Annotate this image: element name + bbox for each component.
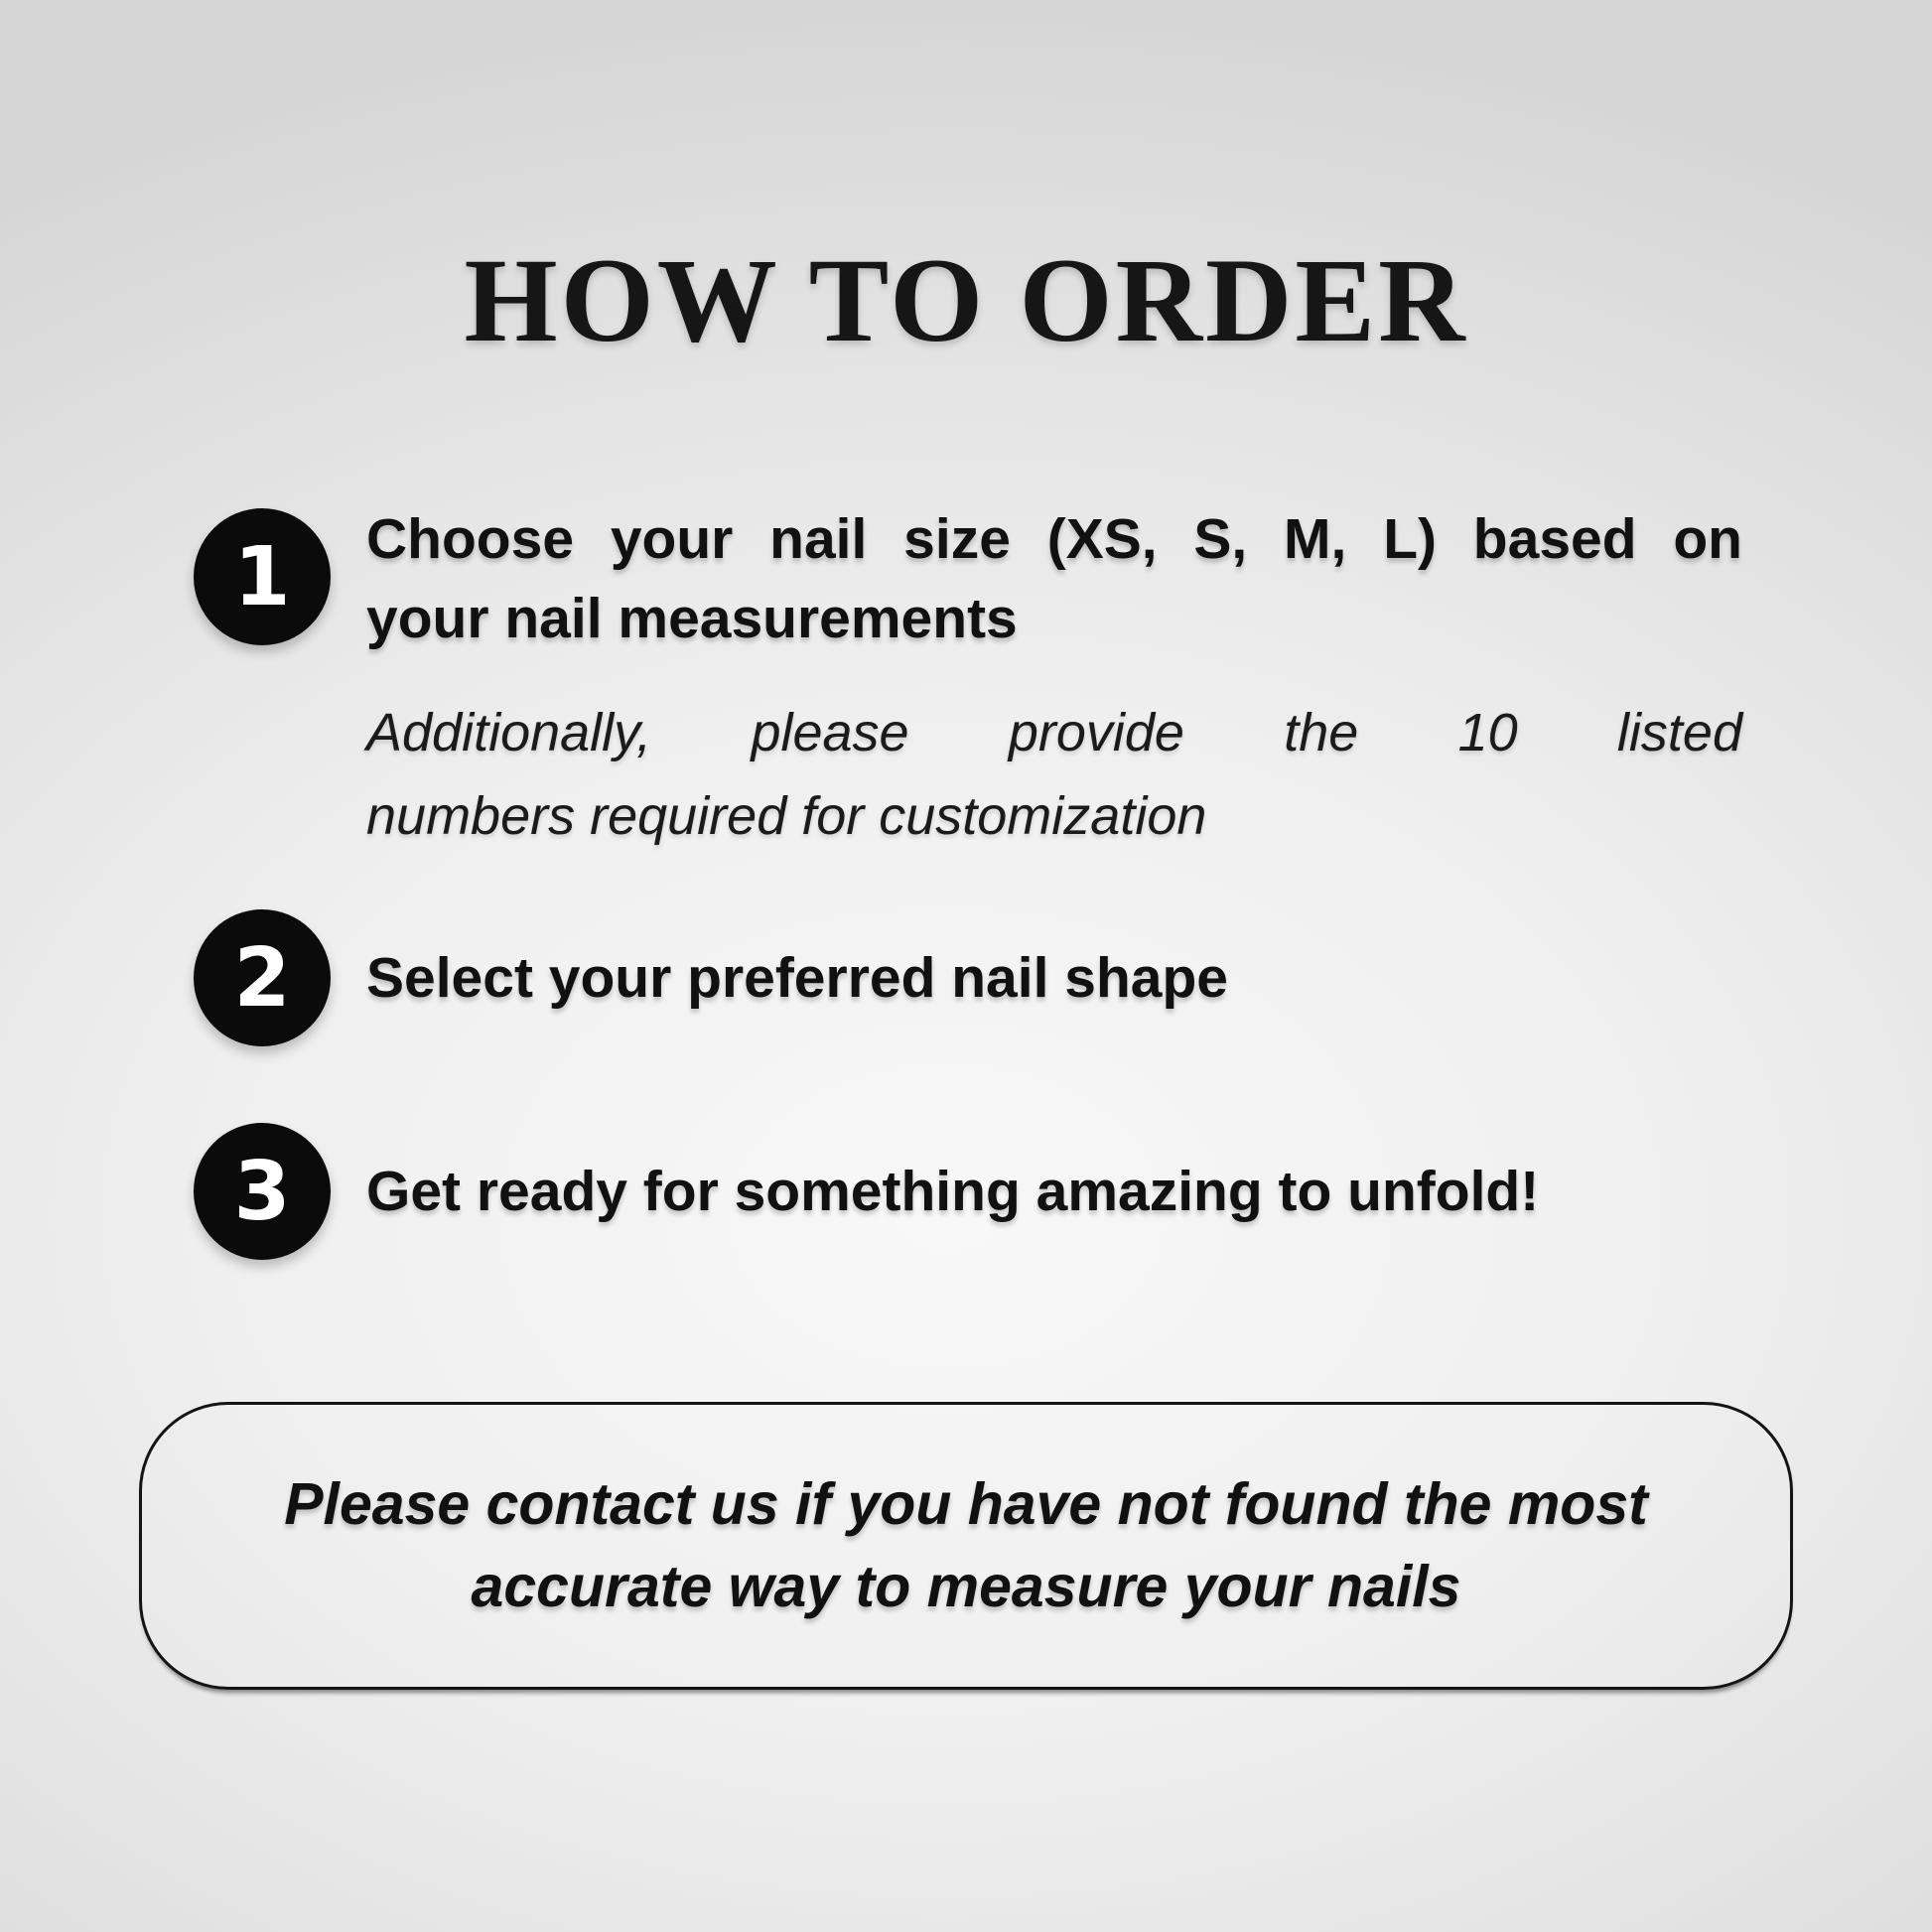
step-3-badge xyxy=(194,1123,331,1260)
step-1-text-line-2: your nail measurements xyxy=(366,587,1018,650)
contact-note-box xyxy=(139,1402,1793,1690)
contact-text-line-1: Please contact us if you have not found the most xyxy=(284,1471,1648,1537)
step-1-number: 1 xyxy=(233,529,291,624)
step-1-text-line-1: Choose your nail size (XS, S, M, L) based on xyxy=(366,507,1742,571)
step-3-number: 3 xyxy=(233,1144,291,1239)
contact-text-line-2: accurate way to measure your nails xyxy=(471,1554,1461,1619)
step-item-1 xyxy=(194,508,1742,858)
step-2-text-line-1: Select your preferred nail shape xyxy=(366,946,1228,1010)
step-item-3 xyxy=(194,1123,1742,1260)
step-2-body xyxy=(366,909,1742,1046)
step-1-badge xyxy=(194,508,331,645)
step-1-note-line-1: Additionally, please provide the 10 listed xyxy=(366,703,1742,762)
step-1-body xyxy=(366,499,1742,858)
step-3-text-line-1: Get ready for something amazing to unfold! xyxy=(366,1160,1540,1223)
step-3-body xyxy=(366,1123,1742,1260)
step-1-note xyxy=(366,691,1742,858)
page-title: HOW TO ORDER xyxy=(464,234,1468,367)
step-1-note-line-2: numbers required for customization xyxy=(366,786,1207,846)
step-item-2 xyxy=(194,909,1742,1046)
step-2-number: 2 xyxy=(233,930,291,1026)
step-2-badge xyxy=(194,909,331,1046)
